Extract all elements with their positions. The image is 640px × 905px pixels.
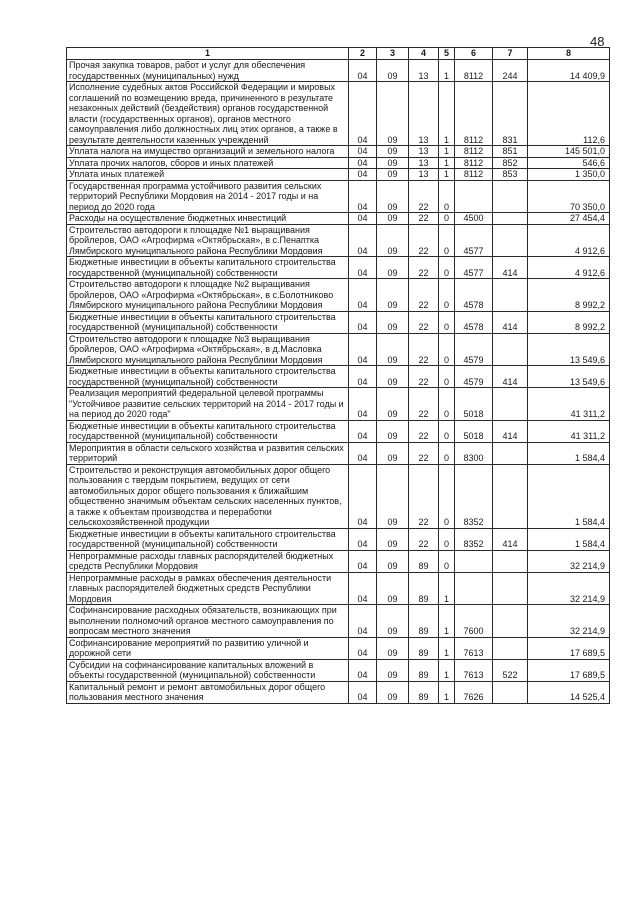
direction-code-cell: 8352 [455, 528, 493, 550]
program-code-cell: 22 [409, 388, 439, 421]
expense-type-code-cell: 831 [493, 82, 528, 146]
program-code-cell: 13 [409, 146, 439, 158]
row-name-cell: Уплата налога на имущество организаций и земельного налога [67, 146, 349, 158]
expense-type-code-cell [493, 442, 528, 464]
direction-code-cell: 4500 [455, 213, 493, 225]
direction-code-cell: 8112 [455, 146, 493, 158]
expense-type-code-cell [493, 180, 528, 213]
program-code-cell: 89 [409, 637, 439, 659]
section-code-cell: 04 [349, 572, 377, 605]
row-name-cell: Софинансирование мероприятий по развитию уличной и дорожной сети [67, 637, 349, 659]
program-code-cell: 22 [409, 224, 439, 257]
row-name-cell: Бюджетные инвестиции в объекты капитального строительства государственной (муниципальной) собственности [67, 311, 349, 333]
program-code-cell: 22 [409, 366, 439, 388]
program-code-cell: 22 [409, 257, 439, 279]
table-row [67, 420, 610, 442]
table-row [67, 157, 610, 169]
budget-table [66, 47, 610, 704]
section-code-cell: 04 [349, 257, 377, 279]
direction-code-cell: 7626 [455, 681, 493, 703]
direction-code-cell [455, 572, 493, 605]
table-row [67, 257, 610, 279]
section-code-cell: 04 [349, 681, 377, 703]
expense-type-code-cell: 851 [493, 146, 528, 158]
section-code-cell: 04 [349, 659, 377, 681]
amount-cell: 1 350,0 [528, 169, 610, 181]
row-name-cell: Непрограммные расходы в рамках обеспечения деятельности главных распорядителей бюджетных средств Республики Мордовия [67, 572, 349, 605]
subprogram-code-cell: 1 [439, 169, 455, 181]
subprogram-code-cell: 1 [439, 146, 455, 158]
amount-cell: 13 549,6 [528, 366, 610, 388]
amount-cell: 17 689,5 [528, 637, 610, 659]
expense-type-code-cell [493, 572, 528, 605]
amount-cell: 32 214,9 [528, 572, 610, 605]
direction-code-cell: 4577 [455, 224, 493, 257]
subsection-code-cell: 09 [377, 311, 409, 333]
amount-cell: 32 214,9 [528, 550, 610, 572]
section-code-cell: 04 [349, 637, 377, 659]
program-code-cell: 22 [409, 213, 439, 225]
subprogram-code-cell: 0 [439, 420, 455, 442]
subprogram-code-cell: 0 [439, 279, 455, 312]
subsection-code-cell: 09 [377, 279, 409, 312]
subprogram-code-cell: 0 [439, 528, 455, 550]
section-code-cell: 04 [349, 366, 377, 388]
subprogram-code-cell: 1 [439, 681, 455, 703]
amount-cell: 4 912,6 [528, 257, 610, 279]
table-row [67, 224, 610, 257]
column-header: 6 [455, 48, 493, 60]
row-name-cell: Строительство и реконструкция автомобильных дорог общего пользования с твердым покрытием, ведущих от сети автомобильных дорог общего пользования к ближайшим общественно значимым объектам сельских населенных пунктов, а также к объектам производства и переработки сельскохозяйственной продукции [67, 464, 349, 528]
expense-type-code-cell: 414 [493, 311, 528, 333]
amount-cell: 1 584,4 [528, 464, 610, 528]
subprogram-code-cell: 0 [439, 464, 455, 528]
subsection-code-cell: 09 [377, 257, 409, 279]
section-code-cell: 04 [349, 333, 377, 366]
subprogram-code-cell: 1 [439, 82, 455, 146]
program-code-cell: 13 [409, 157, 439, 169]
row-name-cell: Уплата прочих налогов, сборов и иных платежей [67, 157, 349, 169]
row-name-cell: Субсидии на софинансирование капитальных вложений в объекты государственной (муниципальной) собственности [67, 659, 349, 681]
column-header: 8 [528, 48, 610, 60]
row-name-cell: Прочая закупка товаров, работ и услуг для обеспечения государственных (муниципальных) нужд [67, 60, 349, 82]
subsection-code-cell: 09 [377, 180, 409, 213]
column-header: 2 [349, 48, 377, 60]
row-name-cell: Строительство автодороги к площадке №2 выращивания бройлеров, ОАО «Агрофирма «Октябрьская», в с.Болотниково Лямбирского муниципального района Республики Мордовия [67, 279, 349, 312]
section-code-cell: 04 [349, 388, 377, 421]
row-name-cell: Бюджетные инвестиции в объекты капитального строительства государственной (муниципальной) собственности [67, 366, 349, 388]
section-code-cell: 04 [349, 213, 377, 225]
section-code-cell: 04 [349, 157, 377, 169]
amount-cell: 14 409,9 [528, 60, 610, 82]
section-code-cell: 04 [349, 605, 377, 638]
row-name-cell: Расходы на осуществление бюджетных инвестиций [67, 213, 349, 225]
subprogram-code-cell: 1 [439, 157, 455, 169]
table-row [67, 180, 610, 213]
expense-type-code-cell: 414 [493, 257, 528, 279]
section-code-cell: 04 [349, 60, 377, 82]
subsection-code-cell: 09 [377, 146, 409, 158]
row-name-cell: Исполнение судебных актов Российской Федерации и мировых соглашений по возмещению вреда, причиненного в результате незаконных действий (бездействия) органов государственной власти (государственных органов), органов местного самоуправления либо должностных лиц этих органов, а также в результате деятельности казенных учреждений [67, 82, 349, 146]
program-code-cell: 22 [409, 311, 439, 333]
direction-code-cell [455, 180, 493, 213]
expense-type-code-cell [493, 605, 528, 638]
table-row [67, 572, 610, 605]
expense-type-code-cell: 852 [493, 157, 528, 169]
row-name-cell: Реализация мероприятий федеральной целевой программы "Устойчивое развитие сельских территорий на 2014 - 2017 годы и на период до 2020 года" [67, 388, 349, 421]
table-row [67, 464, 610, 528]
subsection-code-cell: 09 [377, 681, 409, 703]
amount-cell: 4 912,6 [528, 224, 610, 257]
header-row [67, 48, 610, 60]
program-code-cell: 13 [409, 60, 439, 82]
expense-type-code-cell [493, 224, 528, 257]
subprogram-code-cell: 1 [439, 637, 455, 659]
subprogram-code-cell: 0 [439, 366, 455, 388]
direction-code-cell: 7600 [455, 605, 493, 638]
program-code-cell: 89 [409, 550, 439, 572]
expense-type-code-cell [493, 681, 528, 703]
table-row [67, 681, 610, 703]
subprogram-code-cell: 1 [439, 659, 455, 681]
subprogram-code-cell: 0 [439, 224, 455, 257]
subsection-code-cell: 09 [377, 333, 409, 366]
expense-type-code-cell [493, 464, 528, 528]
direction-code-cell: 4579 [455, 333, 493, 366]
amount-cell: 8 992,2 [528, 311, 610, 333]
table-row [67, 605, 610, 638]
program-code-cell: 89 [409, 659, 439, 681]
subprogram-code-cell: 1 [439, 605, 455, 638]
subsection-code-cell: 09 [377, 528, 409, 550]
section-code-cell: 04 [349, 442, 377, 464]
program-code-cell: 13 [409, 169, 439, 181]
row-name-cell: Капитальный ремонт и ремонт автомобильных дорог общего пользования местного значения [67, 681, 349, 703]
direction-code-cell: 4578 [455, 311, 493, 333]
amount-cell: 41 311,2 [528, 420, 610, 442]
amount-cell: 145 501,0 [528, 146, 610, 158]
program-code-cell: 22 [409, 180, 439, 213]
direction-code-cell: 7613 [455, 659, 493, 681]
direction-code-cell: 8352 [455, 464, 493, 528]
amount-cell: 17 689,5 [528, 659, 610, 681]
subprogram-code-cell: 1 [439, 60, 455, 82]
expense-type-code-cell: 414 [493, 366, 528, 388]
table-row [67, 279, 610, 312]
row-name-cell: Строительство автодороги к площадке №3 выращивания бройлеров, ОАО «Агрофирма «Октябрьская», в д.Масловка Лямбирского муниципального района Республики Мордовия [67, 333, 349, 366]
subsection-code-cell: 09 [377, 659, 409, 681]
program-code-cell: 22 [409, 442, 439, 464]
amount-cell: 27 454,4 [528, 213, 610, 225]
program-code-cell: 22 [409, 528, 439, 550]
row-name-cell: Строительство автодороги к площадке №1 выращивания бройлеров, ОАО «Агрофирма «Октябрьская», в с.Пенаптка Лямбирского муниципального района Республики Мордовия [67, 224, 349, 257]
amount-cell: 1 584,4 [528, 528, 610, 550]
amount-cell: 41 311,2 [528, 388, 610, 421]
direction-code-cell: 4578 [455, 279, 493, 312]
amount-cell: 112,6 [528, 82, 610, 146]
direction-code-cell: 5018 [455, 388, 493, 421]
expense-type-code-cell [493, 637, 528, 659]
row-name-cell: Государственная программа устойчивого развития сельских территорий Республики Мордовия на 2014 - 2017 годы и на период до 2020 года [67, 180, 349, 213]
row-name-cell: Бюджетные инвестиции в объекты капитального строительства государственной (муниципальной) собственности [67, 420, 349, 442]
table-row [67, 528, 610, 550]
subprogram-code-cell: 0 [439, 442, 455, 464]
column-header: 4 [409, 48, 439, 60]
direction-code-cell: 8112 [455, 169, 493, 181]
direction-code-cell: 8112 [455, 157, 493, 169]
table-row [67, 146, 610, 158]
table-row [67, 60, 610, 82]
program-code-cell: 89 [409, 681, 439, 703]
row-name-cell: Непрограммные расходы главных распорядителей бюджетных средств Республики Мордовия [67, 550, 349, 572]
table-row [67, 388, 610, 421]
subprogram-code-cell: 0 [439, 550, 455, 572]
row-name-cell: Бюджетные инвестиции в объекты капитального строительства государственной (муниципальной) собственности [67, 528, 349, 550]
program-code-cell: 13 [409, 82, 439, 146]
expense-type-code-cell [493, 550, 528, 572]
table-row [67, 333, 610, 366]
column-header: 1 [67, 48, 349, 60]
column-header: 5 [439, 48, 455, 60]
amount-cell: 546,6 [528, 157, 610, 169]
subprogram-code-cell: 0 [439, 180, 455, 213]
subsection-code-cell: 09 [377, 169, 409, 181]
direction-code-cell: 8112 [455, 82, 493, 146]
subsection-code-cell: 09 [377, 388, 409, 421]
direction-code-cell: 4577 [455, 257, 493, 279]
program-code-cell: 22 [409, 420, 439, 442]
table-row [67, 82, 610, 146]
section-code-cell: 04 [349, 82, 377, 146]
subsection-code-cell: 09 [377, 157, 409, 169]
section-code-cell: 04 [349, 224, 377, 257]
section-code-cell: 04 [349, 550, 377, 572]
row-name-cell: Уплата иных платежей [67, 169, 349, 181]
subsection-code-cell: 09 [377, 442, 409, 464]
expense-type-code-cell: 853 [493, 169, 528, 181]
expense-type-code-cell [493, 333, 528, 366]
subsection-code-cell: 09 [377, 60, 409, 82]
row-name-cell: Бюджетные инвестиции в объекты капитального строительства государственной (муниципальной) собственности [67, 257, 349, 279]
section-code-cell: 04 [349, 528, 377, 550]
subsection-code-cell: 09 [377, 550, 409, 572]
subsection-code-cell: 09 [377, 224, 409, 257]
subsection-code-cell: 09 [377, 82, 409, 146]
subsection-code-cell: 09 [377, 572, 409, 605]
amount-cell: 13 549,6 [528, 333, 610, 366]
subprogram-code-cell: 1 [439, 572, 455, 605]
section-code-cell: 04 [349, 180, 377, 213]
amount-cell: 70 350,0 [528, 180, 610, 213]
direction-code-cell: 7613 [455, 637, 493, 659]
direction-code-cell: 4579 [455, 366, 493, 388]
amount-cell: 1 584,4 [528, 442, 610, 464]
section-code-cell: 04 [349, 146, 377, 158]
program-code-cell: 22 [409, 279, 439, 312]
column-header: 7 [493, 48, 528, 60]
expense-type-code-cell: 522 [493, 659, 528, 681]
expense-type-code-cell [493, 213, 528, 225]
section-code-cell: 04 [349, 279, 377, 312]
subprogram-code-cell: 0 [439, 213, 455, 225]
subsection-code-cell: 09 [377, 420, 409, 442]
row-name-cell: Софинансирование расходных обязательств, возникающих при выполнении полномочий органов местного самоуправления по вопросам местного значения [67, 605, 349, 638]
direction-code-cell: 5018 [455, 420, 493, 442]
table-row [67, 550, 610, 572]
table-row [67, 442, 610, 464]
table-row [67, 213, 610, 225]
section-code-cell: 04 [349, 311, 377, 333]
program-code-cell: 89 [409, 605, 439, 638]
subprogram-code-cell: 0 [439, 333, 455, 366]
expense-type-code-cell: 414 [493, 420, 528, 442]
section-code-cell: 04 [349, 464, 377, 528]
expense-type-code-cell: 244 [493, 60, 528, 82]
amount-cell: 8 992,2 [528, 279, 610, 312]
table-row [67, 366, 610, 388]
program-code-cell: 22 [409, 333, 439, 366]
subsection-code-cell: 09 [377, 637, 409, 659]
program-code-cell: 22 [409, 464, 439, 528]
expense-type-code-cell: 414 [493, 528, 528, 550]
direction-code-cell: 8300 [455, 442, 493, 464]
subprogram-code-cell: 0 [439, 257, 455, 279]
subsection-code-cell: 09 [377, 605, 409, 638]
subsection-code-cell: 09 [377, 464, 409, 528]
section-code-cell: 04 [349, 169, 377, 181]
page-number: 48 [590, 34, 605, 49]
direction-code-cell: 8112 [455, 60, 493, 82]
row-name-cell: Мероприятия в области сельского хозяйства и развития сельских территорий [67, 442, 349, 464]
program-code-cell: 89 [409, 572, 439, 605]
expense-type-code-cell [493, 279, 528, 312]
expense-type-code-cell [493, 388, 528, 421]
subsection-code-cell: 09 [377, 213, 409, 225]
table-row [67, 169, 610, 181]
table-row [67, 311, 610, 333]
column-header: 3 [377, 48, 409, 60]
table-body [67, 60, 610, 704]
amount-cell: 32 214,9 [528, 605, 610, 638]
subprogram-code-cell: 0 [439, 388, 455, 421]
direction-code-cell [455, 550, 493, 572]
amount-cell: 14 525,4 [528, 681, 610, 703]
subsection-code-cell: 09 [377, 366, 409, 388]
subprogram-code-cell: 0 [439, 311, 455, 333]
section-code-cell: 04 [349, 420, 377, 442]
table-row [67, 637, 610, 659]
table-row [67, 659, 610, 681]
